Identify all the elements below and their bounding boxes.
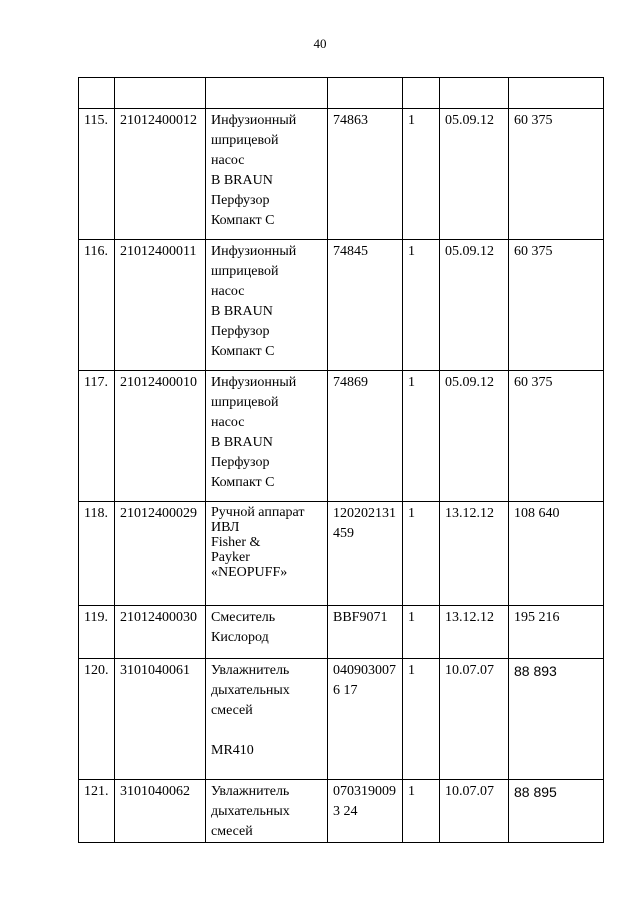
description-line: насос	[211, 415, 245, 430]
header-cell	[79, 78, 115, 109]
description-line: Компакт С	[211, 344, 275, 359]
quantity: 1	[403, 780, 440, 843]
inventory-number: 21012400012	[115, 109, 206, 240]
price: 108 640	[509, 502, 604, 606]
description-line: насос	[211, 284, 245, 299]
description-line: Компакт С	[211, 475, 275, 490]
item-description	[206, 780, 328, 843]
quantity: 1	[403, 109, 440, 240]
serial-number: 74863	[328, 109, 403, 240]
description-line: B BRAUN	[211, 435, 273, 450]
description-line: шприцевой	[211, 133, 279, 148]
item-description	[206, 371, 328, 502]
row-number: 119.	[79, 606, 115, 659]
description-line: B BRAUN	[211, 304, 273, 319]
row-number: 121.	[79, 780, 115, 843]
inventory-number: 3101040061	[115, 659, 206, 780]
description-line: дыхательных	[211, 804, 290, 819]
date: 05.09.12	[440, 240, 509, 371]
description-line: Payker	[211, 550, 250, 565]
description-line: Увлажнитель	[211, 663, 290, 678]
table-row	[79, 502, 604, 606]
description-line: шприцевой	[211, 264, 279, 279]
header-cell	[206, 78, 328, 109]
description-spacer	[211, 721, 322, 741]
serial-number: 120202131459	[328, 502, 403, 606]
description-line: Перфузор	[211, 193, 270, 208]
table-row	[79, 109, 604, 240]
description-line: Ручной аппарат	[211, 505, 305, 520]
inventory-number: 21012400011	[115, 240, 206, 371]
row-number: 116.	[79, 240, 115, 371]
item-description	[206, 606, 328, 659]
header-cell	[115, 78, 206, 109]
serial-number: 0703190093 24	[328, 780, 403, 843]
serial-number: BBF9071	[328, 606, 403, 659]
description-line: смесей	[211, 703, 253, 718]
inventory-number: 21012400029	[115, 502, 206, 606]
date: 10.07.07	[440, 780, 509, 843]
description-line: Перфузор	[211, 324, 270, 339]
serial-number: 74869	[328, 371, 403, 502]
row-number: 118.	[79, 502, 115, 606]
description-line: Увлажнитель	[211, 784, 290, 799]
quantity: 1	[403, 606, 440, 659]
price: 88 893	[509, 659, 604, 780]
description-line: шприцевой	[211, 395, 279, 410]
date: 13.12.12	[440, 606, 509, 659]
description-line: «NEOPUFF»	[211, 565, 288, 580]
item-description	[206, 659, 328, 780]
item-description	[206, 240, 328, 371]
description-line: Смеситель	[211, 610, 276, 625]
header-cell	[509, 78, 604, 109]
date: 13.12.12	[440, 502, 509, 606]
inventory-table	[78, 77, 604, 843]
table-row	[79, 780, 604, 843]
row-number: 117.	[79, 371, 115, 502]
description-line: смесей	[211, 824, 253, 839]
description-line: Инфузионный	[211, 113, 297, 128]
table-row	[79, 371, 604, 502]
item-description	[206, 502, 328, 606]
quantity: 1	[403, 371, 440, 502]
description-line: Fisher &	[211, 535, 261, 550]
price: 88 895	[509, 780, 604, 843]
date: 05.09.12	[440, 371, 509, 502]
date: 10.07.07	[440, 659, 509, 780]
quantity: 1	[403, 240, 440, 371]
header-cell	[403, 78, 440, 109]
inventory-number: 21012400010	[115, 371, 206, 502]
item-description	[206, 109, 328, 240]
quantity: 1	[403, 502, 440, 606]
description-line: Компакт С	[211, 213, 275, 228]
inventory-number: 21012400030	[115, 606, 206, 659]
serial-number: 74845	[328, 240, 403, 371]
inventory-number: 3101040062	[115, 780, 206, 843]
header-cell	[328, 78, 403, 109]
price: 60 375	[509, 109, 604, 240]
price: 60 375	[509, 240, 604, 371]
description-line: дыхательных	[211, 683, 290, 698]
date: 05.09.12	[440, 109, 509, 240]
row-number: 115.	[79, 109, 115, 240]
serial-number: 0409030076 17	[328, 659, 403, 780]
row-number: 120.	[79, 659, 115, 780]
table-row	[79, 240, 604, 371]
description-line: ИВЛ	[211, 520, 240, 535]
page-number: 40	[313, 36, 327, 51]
table-header-row	[79, 78, 604, 109]
description-line: Инфузионный	[211, 375, 297, 390]
header-cell	[440, 78, 509, 109]
description-line: Перфузор	[211, 455, 270, 470]
quantity: 1	[403, 659, 440, 780]
table-row	[79, 606, 604, 659]
description-line: Инфузионный	[211, 244, 297, 259]
description-line: Кислород	[211, 630, 269, 645]
description-line: MR410	[211, 743, 254, 758]
description-line: B BRAUN	[211, 173, 273, 188]
description-line: насос	[211, 153, 245, 168]
price: 60 375	[509, 371, 604, 502]
price: 195 216	[509, 606, 604, 659]
table-row	[79, 659, 604, 780]
